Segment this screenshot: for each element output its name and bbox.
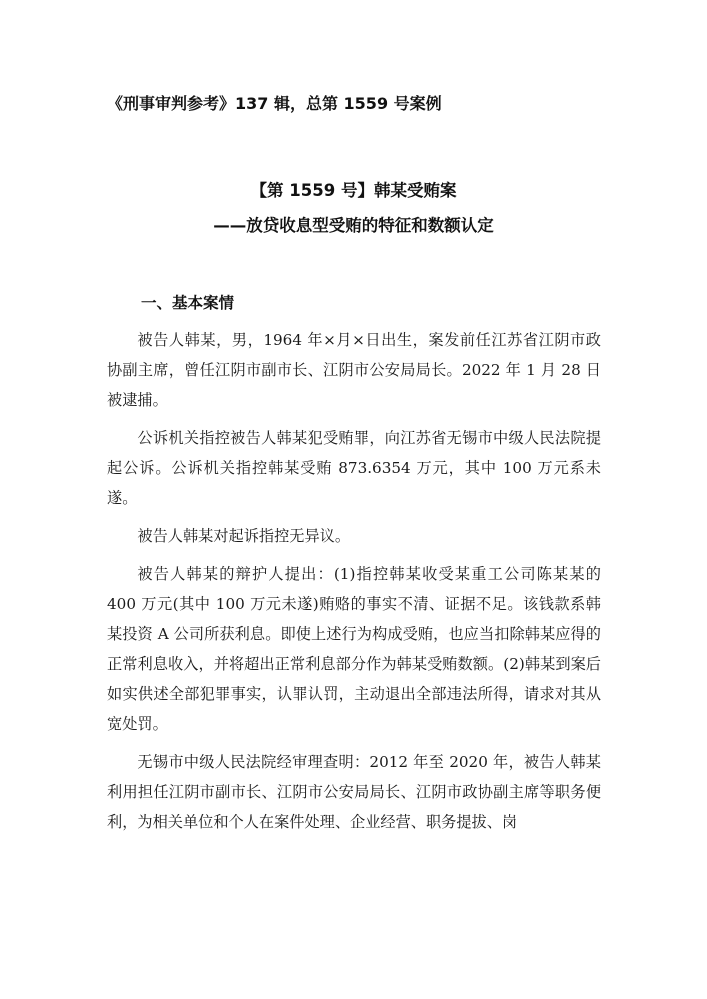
- source-citation: 《刑事审判参考》137 辑，总第 1559 号案例: [107, 94, 442, 113]
- section-heading: 一、基本案情: [141, 294, 235, 312]
- body-text: [107, 325, 601, 845]
- paragraph: 被告人韩某，男，1964 年×月×日出生，案发前任江苏省江阴市政协副主席，曾任江阴市副市长、江阴市公安局局长。2022 年 1 月 28 日被逮捕。: [107, 331, 601, 409]
- paragraph: 被告人韩某的辩护人提出：(1)指控韩某收受某重工公司陈某某的 400 万元(其中 100 万元未遂)贿赂的事实不清、证据不足。该钱款系韩某投资 A 公司所获利息。即使上述行为构成受贿，也应当扣除韩某应得的正常利息收入，并将超出正常利息部分作为韩某受贿数额。(2)韩某到案后如实供述全部犯罪事实，认罪认罚，主动退出全部违法所得，请求对其从宽处罚。: [107, 565, 601, 733]
- paragraph: 公诉机关指控被告人韩某犯受贿罪，向江苏省无锡市中级人民法院提起公诉。公诉机关指控韩某受贿 873.6354 万元，其中 100 万元系未遂。: [107, 429, 601, 507]
- paragraph: 被告人韩某对起诉指控无异议。: [137, 527, 351, 545]
- case-title: 【第 1559 号】韩某受贿案: [250, 181, 457, 200]
- paragraph: 无锡市中级人民法院经审理查明：2012 年至 2020 年，被告人韩某利用担任江阴市副市长、江阴市公安局局长、江阴市政协副主席等职务便利，为相关单位和个人在案件处理、企业经营、职务提拔、岗: [107, 753, 601, 831]
- case-subtitle: ——放贷收息型受贿的特征和数额认定: [213, 216, 494, 235]
